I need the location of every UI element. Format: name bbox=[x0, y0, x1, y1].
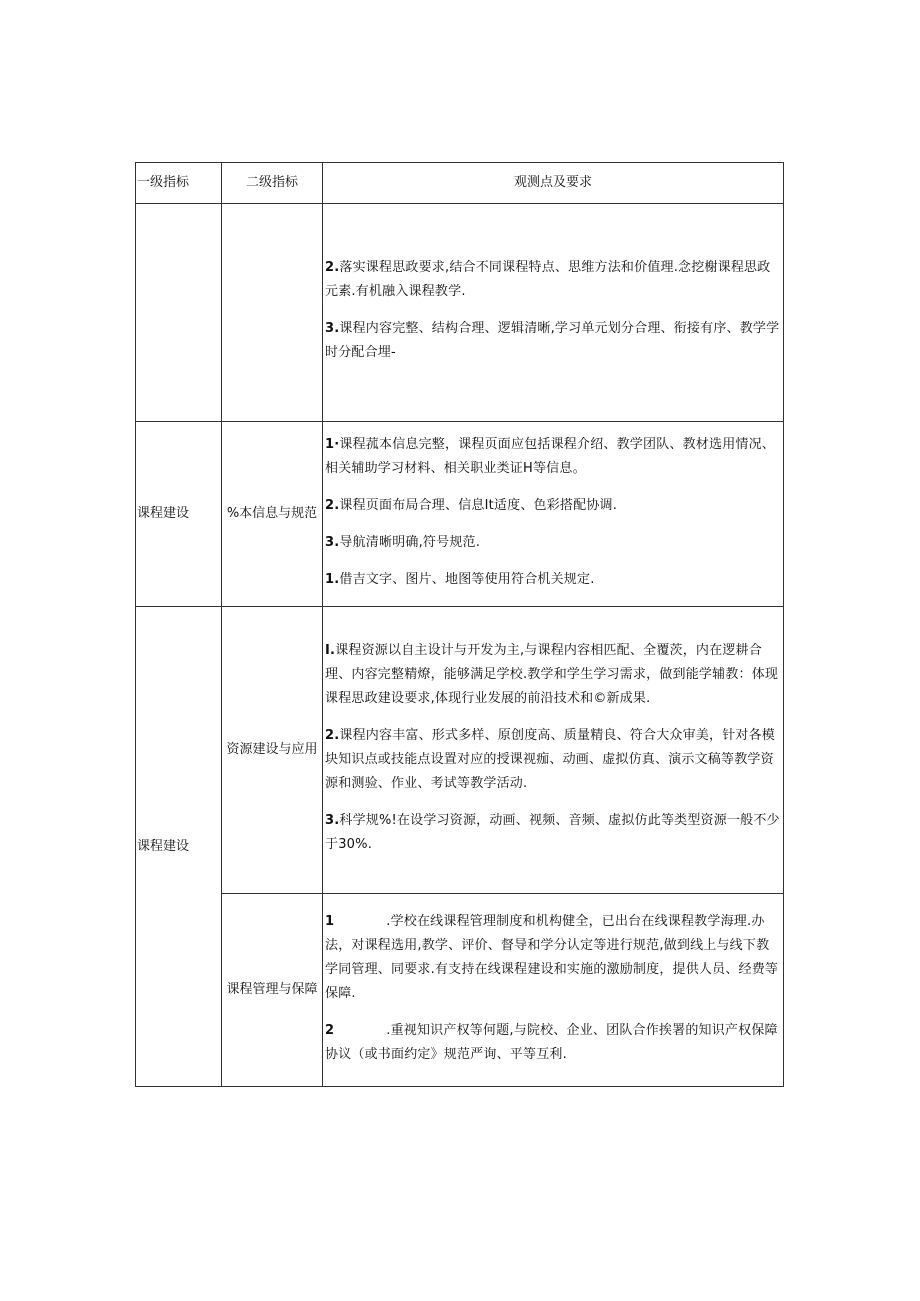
observation-point: 1.借吉文字、图片、地图等使用符合机关规定. bbox=[325, 571, 595, 587]
observation-cell bbox=[323, 204, 784, 422]
table-header-row bbox=[136, 163, 784, 204]
level2-cell bbox=[222, 204, 323, 422]
observation-point: 2.落实课程思政要求,结合不同课程特点、思维方法和价值理.念挖榭课程思政元素.有机融入课程教学. bbox=[325, 260, 771, 299]
level1-cell: 课程建设 bbox=[136, 607, 222, 1087]
table-row bbox=[136, 607, 784, 894]
level2-cell: 课程管理与保障 bbox=[222, 894, 323, 1087]
indicator-table bbox=[135, 162, 784, 1087]
observation-point: 3.课程内容完整、结构合理、逻辑清晰,学习单元划分合理、衔接有序、教学学时分配合埋- bbox=[325, 321, 780, 360]
level2-cell: 资源建设与应用 bbox=[222, 607, 323, 894]
observation-cell bbox=[323, 894, 784, 1087]
observation-point: 2 .重视知识产权等何题,与院校、企业、团队合作挨署的知识产权保障协议（或书面约定》规范严询、平等互利. bbox=[325, 1022, 778, 1062]
observation-point: 1·课程菰本信息完整，课程页面应包括课程介绍、教学团队、教材选用情况、相关辅助学习材料、相关职业类证H等信息。 bbox=[325, 436, 775, 476]
header-observation: 观测点及要求 bbox=[323, 163, 784, 204]
observation-point: 3.科学规%!在设学习资源，动画、视频、音频、虚拟仿此等类型资源一般不少于30%. bbox=[325, 813, 780, 852]
observation-cell bbox=[323, 607, 784, 894]
observation-point: I.课程资源以自主设计与开发为主,与课程内容相匹配、全覆茨，内在逻耕合理、内容完整精燎，能够满足学校.教学和学生学习需求，做到能学辅教：体现课程思政建设要求,体现行业发展的前沿技术和©新成果. bbox=[325, 643, 779, 706]
header-level2: 二级指标 bbox=[222, 163, 323, 204]
header-level1: 一级指标 bbox=[136, 163, 222, 204]
observation-point: 1 .学校在线课程管理制度和机构健全，已出台在线课程教学海理.办法，对课程选用,教学、评价、督导和学分认定等进行规范,做到线上与线下教学同管理、同要求.有支持在线课程建设和实施的激励制度，提供人员、经费等保障. bbox=[325, 913, 779, 1001]
table-row bbox=[136, 894, 784, 1087]
observation-point: 3.导航清晰明确,符号规范. bbox=[325, 534, 481, 550]
table-row bbox=[136, 422, 784, 607]
level1-cell bbox=[136, 204, 222, 422]
level1-cell: 课程建设 bbox=[136, 422, 222, 607]
observation-point: 2.课程页面布局合理、信息It适度、色彩搭配协调. bbox=[325, 497, 618, 513]
level2-cell: %本信息与规范 bbox=[222, 422, 323, 607]
observation-point: 2.课程内容丰富、形式多样、原创度高、质量精良、符合大众审美，针对各模块知识点或技能点设置对应的授课视痂、动画、虚拟仿真、演示文稿等教学资源和测验、作业、考试等教学活动. bbox=[325, 728, 775, 791]
observation-cell bbox=[323, 422, 784, 607]
table-row bbox=[136, 204, 784, 422]
